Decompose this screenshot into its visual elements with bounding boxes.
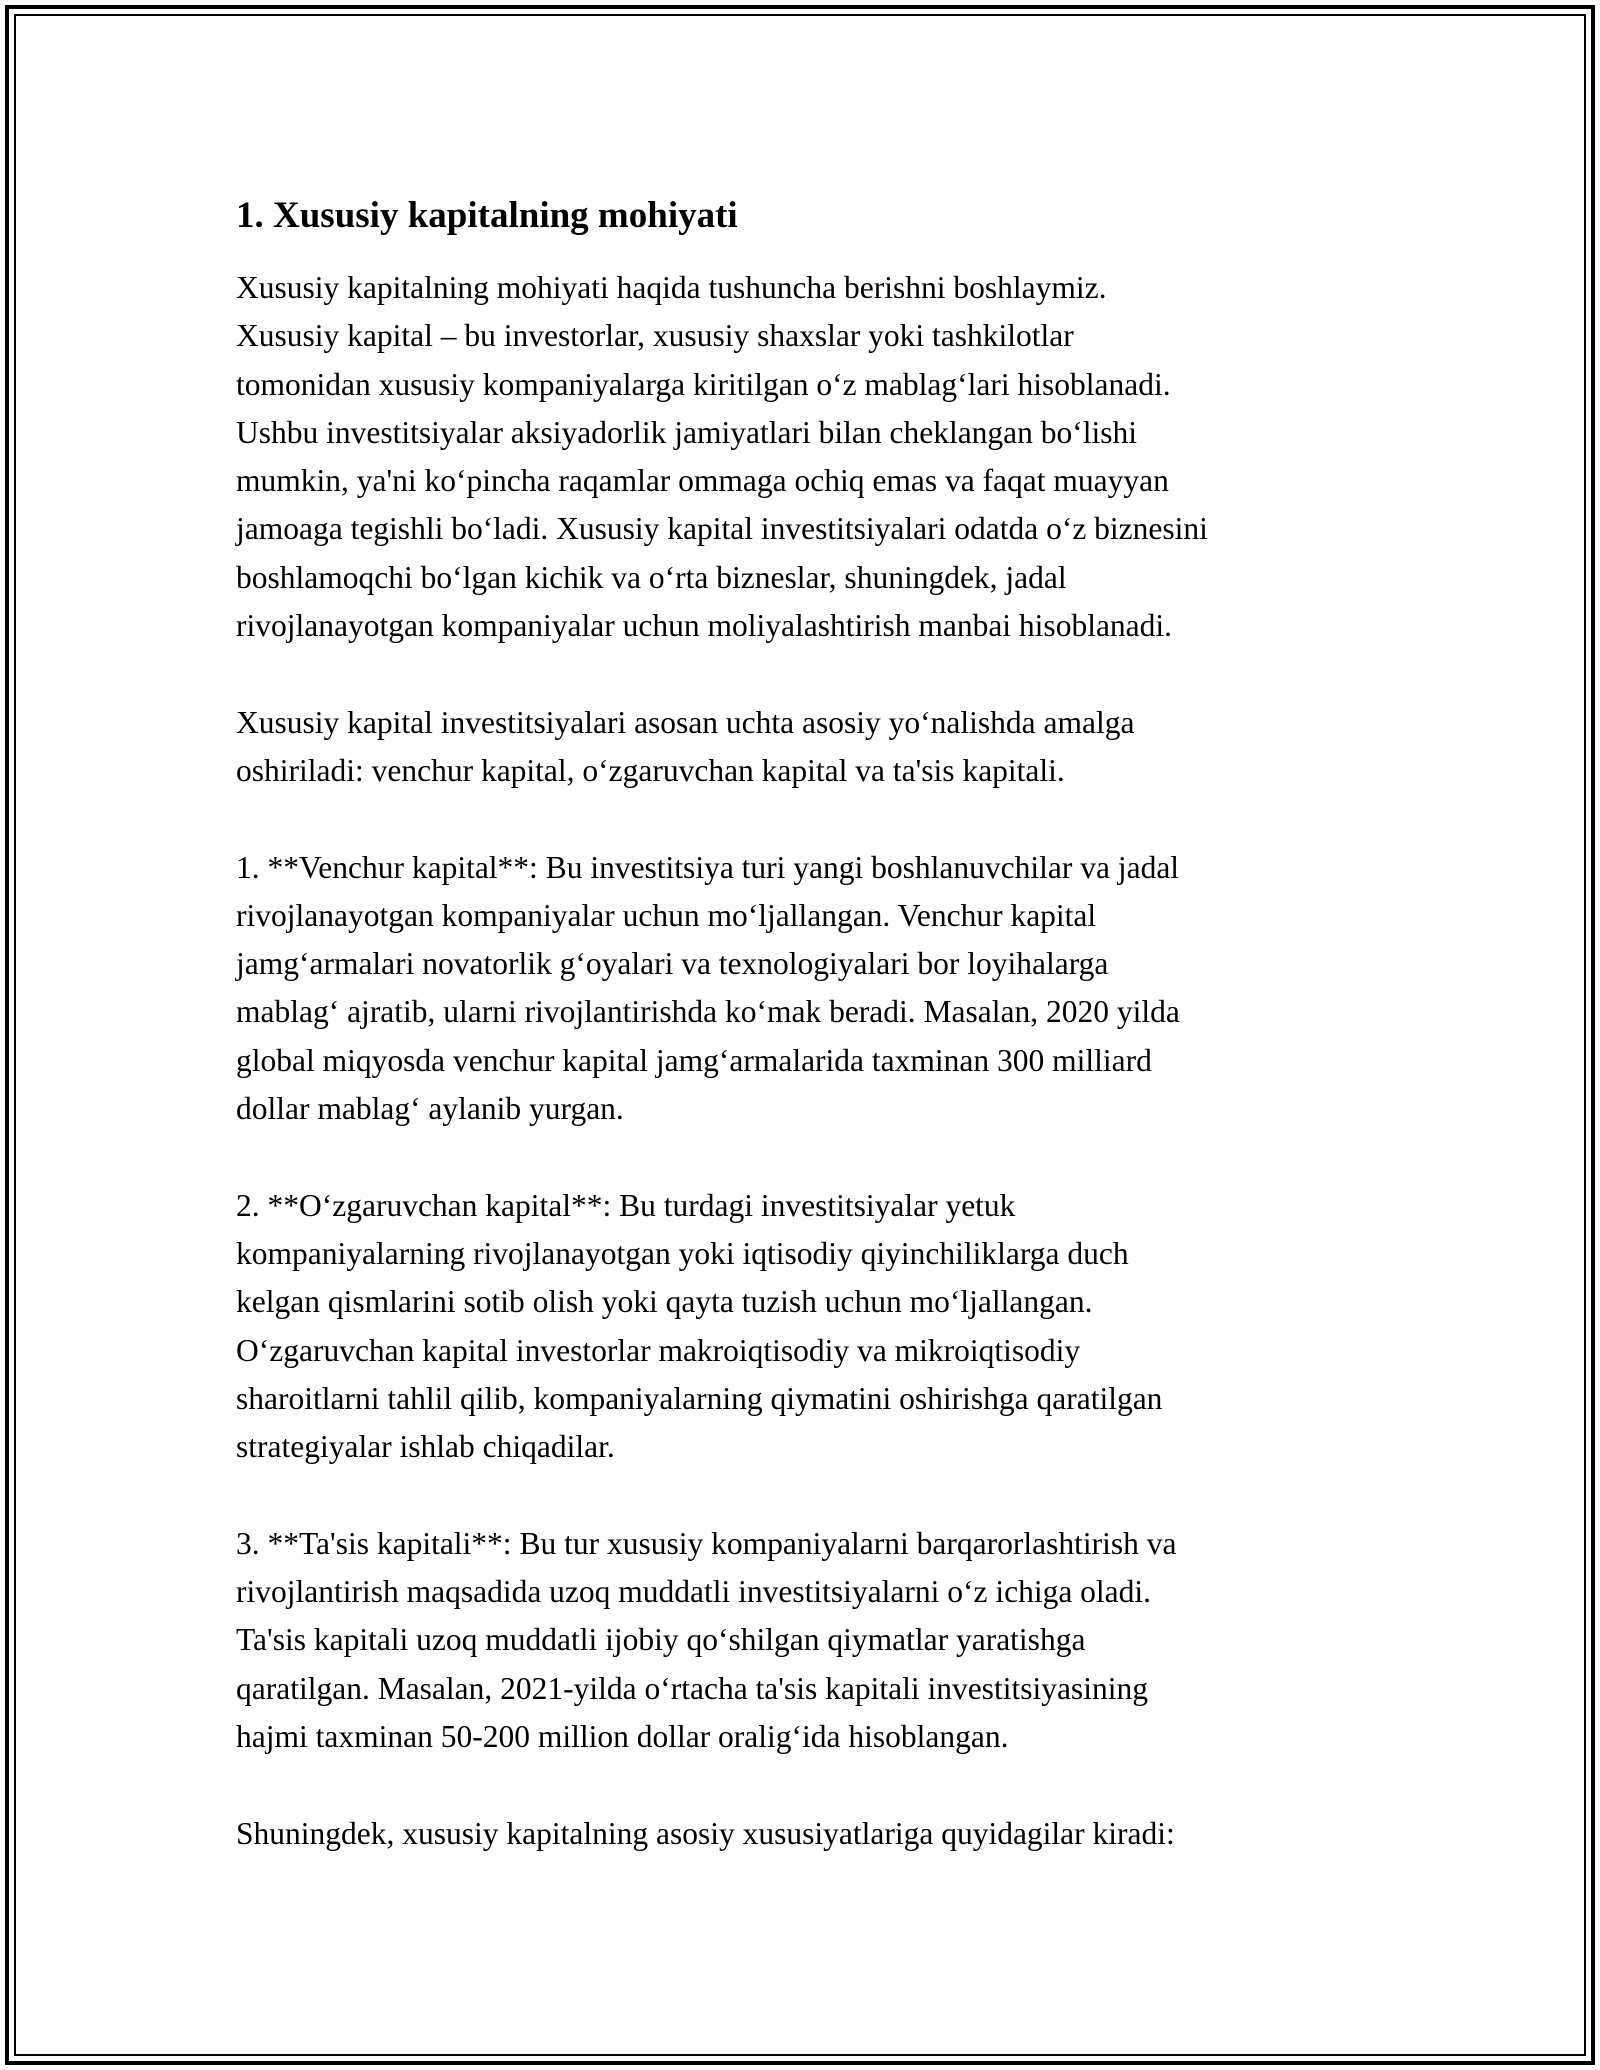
- section-heading: 1. Xususiy kapitalning mohiyati: [236, 195, 738, 236]
- text-line: global miqyosda venchur kapital jamg‘armalarida taxminan 300 milliard: [236, 1042, 1152, 1078]
- text-line: 1. **Venchur kapital**: Bu investitsiya turi yangi boshlanuvchilar va jadal: [236, 849, 1180, 885]
- text-line: 3. **Ta'sis kapitali**: Bu tur xususiy kompaniyalarni barqarorlashtirish va: [236, 1525, 1177, 1561]
- text-line: Xususiy kapital investitsiyalari asosan uchta asosiy yo‘nalishda amalga: [236, 704, 1135, 740]
- text-line: hajmi taxminan 50-200 million dollar oralig‘ida hisoblangan.: [236, 1718, 1009, 1754]
- text-line: qaratilgan. Masalan, 2021-yilda o‘rtacha ta'sis kapitali investitsiyasining: [236, 1670, 1148, 1706]
- paragraph: [236, 1182, 1386, 1472]
- text-line: 2. **O‘zgaruvchan kapital**: Bu turdagi investitsiyalar yetuk: [236, 1187, 1016, 1223]
- text-line: jamoaga tegishli bo‘ladi. Xususiy kapital investitsiyalari odatda o‘z biznesini: [236, 511, 1208, 547]
- text-line: kompaniyalarning rivojlanayotgan yoki iqtisodiy qiyinchiliklarga duch: [236, 1235, 1129, 1271]
- text-line: boshlamoqchi bo‘lgan kichik va o‘rta bizneslar, shuningdek, jadal: [236, 559, 1067, 595]
- document-body: [236, 188, 1386, 1906]
- text-line: mablag‘ ajratib, ularni rivojlantirishda ko‘mak beradi. Masalan, 2020 yilda: [236, 994, 1180, 1030]
- text-line: rivojlanayotgan kompaniyalar uchun moliyalashtirish manbai hisoblanadi.: [236, 608, 1173, 644]
- paragraph: [236, 1810, 1386, 1858]
- paragraph: [236, 264, 1386, 650]
- text-line: oshiriladi: venchur kapital, o‘zgaruvchan kapital va ta'sis kapitali.: [236, 752, 1065, 788]
- text-line: Ushbu investitsiyalar aksiyadorlik jamiyatlari bilan cheklangan bo‘lishi: [236, 414, 1138, 450]
- text-line: strategiyalar ishlab chiqadilar.: [236, 1429, 615, 1465]
- paragraph: [236, 1520, 1386, 1761]
- text-line: rivojlantirish maqsadida uzoq muddatli investitsiyalarni o‘z ichiga oladi.: [236, 1574, 1152, 1610]
- text-line: Shuningdek, xususiy kapitalning asosiy xususiyatlariga quyidagilar kiradi:: [236, 1815, 1175, 1851]
- text-line: dollar mablag‘ aylanib yurgan.: [236, 1091, 624, 1127]
- text-line: sharoitlarni tahlil qilib, kompaniyalarning qiymatini oshirishga qaratilgan: [236, 1380, 1163, 1416]
- paragraph-list: [236, 264, 1386, 1858]
- text-line: Xususiy kapitalning mohiyati haqida tushuncha berishni boshlaymiz.: [236, 270, 1107, 305]
- text-line: kelgan qismlarini sotib olish yoki qayta tuzish uchun mo‘ljallangan.: [236, 1284, 1093, 1320]
- paragraph: [236, 844, 1386, 1134]
- paragraph: [236, 699, 1386, 796]
- text-line: mumkin, ya'ni ko‘pincha raqamlar ommaga ochiq emas va faqat muayyan: [236, 463, 1169, 499]
- text-line: rivojlanayotgan kompaniyalar uchun mo‘ljallangan. Venchur kapital: [236, 897, 1097, 933]
- text-line: jamg‘armalari novatorlik g‘oyalari va texnologiyalari bor loyihalarga: [236, 946, 1109, 982]
- text-line: Xususiy kapital – bu investorlar, xususiy shaxslar yoki tashkilotlar: [236, 318, 1074, 354]
- text-line: Ta'sis kapitali uzoq muddatli ijobiy qo‘shilgan qiymatlar yaratishga: [236, 1622, 1086, 1658]
- text-line: tomonidan xususiy kompaniyalarga kiritilgan o‘z mablag‘lari hisoblanadi.: [236, 366, 1171, 402]
- text-line: O‘zgaruvchan kapital investorlar makroiqtisodiy va mikroiqtisodiy: [236, 1332, 1081, 1368]
